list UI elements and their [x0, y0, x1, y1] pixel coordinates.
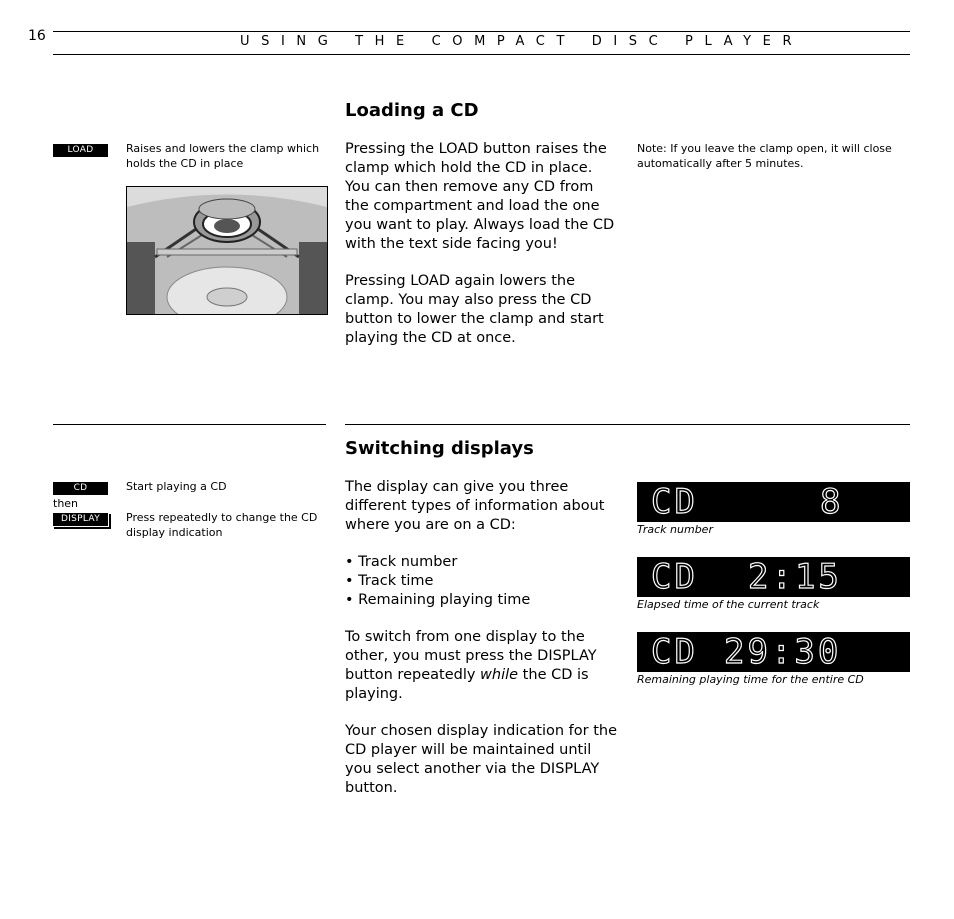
lcd-value: 8 — [820, 482, 844, 522]
lcd-display-elapsed-time — [637, 557, 910, 597]
lcd-caption-elapsed-time: Elapsed time of the current track — [637, 598, 820, 611]
display-key-description: Press repeatedly to change the CD display indication — [126, 511, 318, 539]
lcd-value: 29:30 — [724, 632, 842, 672]
lcd-source: CD — [651, 632, 698, 672]
header-bottom-rule — [53, 54, 910, 55]
display-key: DISPLAY — [52, 512, 109, 527]
switching-paragraph-4: Your chosen display indication for the CD player will be maintained until you select another via the DISPLAY button. — [345, 723, 618, 796]
cd-clamp-illustration — [126, 186, 328, 315]
cd-key-description: Start playing a CD — [126, 480, 227, 493]
paragraph-text: the CD is playing. — [345, 667, 589, 702]
lcd-display-remaining-time — [637, 632, 910, 672]
loading-note: Note: If you leave the clamp open, it will close automatically after 5 minutes. — [637, 142, 892, 170]
loading-paragraph-2: Pressing LOAD again lowers the clamp. You may also press the CD button to lower the clamp and start playing the CD at once. — [345, 273, 604, 346]
lcd-caption-remaining-time: Remaining playing time for the entire CD — [637, 673, 864, 686]
section-rule-right — [345, 424, 910, 425]
loading-heading: Loading a CD — [345, 100, 479, 121]
loading-body — [345, 140, 617, 366]
cd-key: CD — [53, 482, 108, 495]
paragraph-emphasis: while — [480, 667, 519, 683]
switching-intro: The display can give you three different types of information about where you are on a CD: — [345, 479, 605, 533]
lcd-source: CD — [651, 482, 698, 522]
lcd-value: 2:15 — [748, 557, 842, 597]
load-key-description: Raises and lowers the clamp which holds the CD in place — [126, 142, 320, 170]
list-item: • Track time — [345, 572, 620, 591]
switching-heading: Switching displays — [345, 438, 534, 459]
display-types-list — [345, 553, 620, 610]
list-item: • Remaining playing time — [345, 591, 620, 610]
header-top-rule — [53, 31, 910, 32]
lcd-caption-track-number: Track number — [637, 523, 713, 536]
switching-paragraph-3 — [345, 628, 620, 704]
page-header-title: USING THE COMPACT DISC PLAYER — [240, 34, 804, 49]
page-number: 16 — [28, 28, 46, 44]
list-item: • Track number — [345, 553, 620, 572]
load-key: LOAD — [53, 144, 108, 157]
then-label: then — [53, 497, 79, 510]
cd-clamp-drawing — [127, 187, 327, 314]
lcd-source: CD — [651, 557, 698, 597]
loading-paragraph-1: Pressing the LOAD button raises the clamp which hold the CD in place. You can then remove any CD from the compartment and load the one you want to play. Always load the CD with the text side facing you! — [345, 141, 615, 252]
paragraph-text: To switch from one display to the other, you must press the DISPLAY button repeatedly — [345, 629, 597, 683]
switching-body — [345, 478, 620, 816]
lcd-display-track-number — [637, 482, 910, 522]
section-rule-left — [53, 424, 326, 425]
